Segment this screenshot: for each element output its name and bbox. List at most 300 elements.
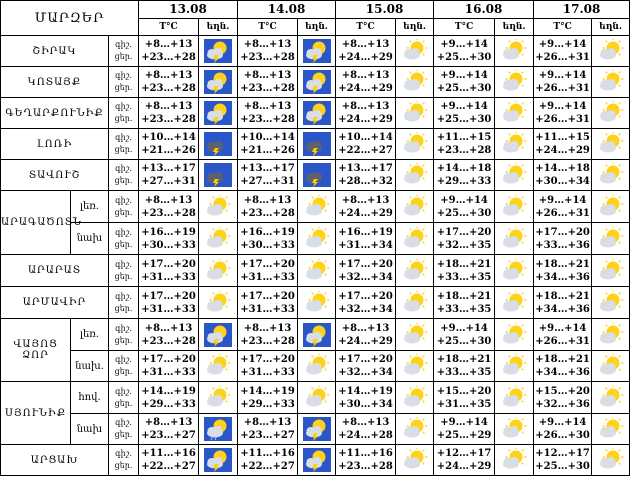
zone-label: նախ (71, 414, 109, 445)
weather-cell (495, 351, 534, 382)
day-temp: +22…+27 (338, 145, 393, 156)
time-of-day-labels (109, 36, 139, 67)
sun-cloud-icon (500, 448, 528, 472)
sun-cloud-icon (303, 386, 331, 410)
region-name: ԱՐԱՐԱՏ (1, 255, 109, 287)
day-temp: +23…+28 (141, 52, 196, 63)
temperature-cell (139, 287, 199, 319)
day-temp: +31…+33 (240, 271, 295, 283)
night-temp: +9…+14 (440, 39, 488, 50)
temperature-cell (434, 255, 495, 287)
temperature-cell (238, 191, 298, 223)
weather-cell (396, 319, 434, 351)
night-temp: +11…+16 (240, 448, 295, 459)
region-name: ԼՈՌԻ (1, 129, 109, 160)
day-temp: +33…+35 (436, 271, 492, 283)
forecast-row (1, 382, 630, 414)
night-label: գիշ. (115, 195, 132, 205)
weather-cell (298, 160, 336, 191)
day-temp: +25…+30 (436, 335, 492, 347)
storm-sun-icon (303, 101, 331, 125)
night-temp: +8…+13 (341, 70, 390, 81)
weather-cell (396, 287, 434, 319)
day-temp: +23…+28 (141, 83, 196, 94)
day-temp: +30…+34 (535, 176, 590, 187)
temp-col-header: T°C (238, 18, 298, 36)
weather-cell (396, 255, 434, 287)
sun-cloud-icon (500, 323, 528, 347)
night-temp: +8…+13 (243, 194, 292, 206)
night-temp: +8…+13 (243, 322, 292, 334)
sun-cloud-icon (500, 163, 528, 187)
day-temp: +23…+27 (240, 430, 295, 441)
temperature-cell (434, 98, 495, 129)
temperature-cell (238, 414, 298, 445)
region-name: ԱՐՄԱՎԻՐ (1, 287, 109, 319)
time-of-day-labels (109, 191, 139, 223)
night-label: գիշ. (115, 355, 132, 364)
day-label: ցեր. (114, 335, 133, 345)
day-temp: +31…+33 (141, 271, 196, 283)
time-of-day-labels (109, 129, 139, 160)
forecast-row (1, 319, 630, 351)
night-temp: +17…+20 (338, 354, 393, 365)
time-of-day-labels (109, 255, 139, 287)
night-temp: +9…+14 (538, 39, 587, 50)
night-temp: +17…+20 (240, 290, 295, 302)
weather-cell (199, 382, 238, 414)
weather-col-header: եղն. (199, 18, 238, 36)
night-temp: +18…+21 (436, 258, 492, 270)
date-header: 14.08 (238, 1, 336, 19)
temperature-cell (336, 191, 396, 223)
weather-cell (396, 351, 434, 382)
region-name: ԱՐԱԳԱԾՈՏՆ (1, 191, 71, 255)
night-temp: +9…+14 (538, 194, 587, 206)
weather-cell (592, 191, 630, 223)
night-temp: +14…+19 (240, 385, 295, 397)
day-temp: +30…+33 (141, 239, 196, 251)
sun-cloud-icon (303, 259, 331, 283)
day-temp: +31…+35 (436, 398, 492, 410)
day-temp: +32…+34 (338, 303, 393, 315)
sun-cloud-icon (204, 259, 232, 283)
weather-cell (199, 191, 238, 223)
day-temp: +25…+29 (436, 430, 492, 441)
weather-cell (199, 98, 238, 129)
temp-col-header: T°C (139, 18, 199, 36)
weather-cell (495, 191, 534, 223)
temperature-cell (534, 351, 592, 382)
weather-cell (199, 255, 238, 287)
day-temp: +23…+28 (240, 52, 295, 63)
night-temp: +8…+13 (144, 39, 193, 50)
sun-cloud-icon (204, 227, 232, 251)
temperature-cell (139, 160, 199, 191)
sun-cloud-icon (597, 354, 625, 378)
forecast-row (1, 98, 630, 129)
temperature-cell (336, 255, 396, 287)
temperature-cell (139, 223, 199, 255)
weather-cell (592, 255, 630, 287)
day-temp: +21…+26 (240, 145, 295, 156)
weather-col-header: եղն. (592, 18, 630, 36)
day-label: ցեր. (114, 114, 133, 123)
day-temp: +24…+29 (338, 52, 393, 63)
weather-cell (199, 36, 238, 67)
weather-cell (298, 223, 336, 255)
weather-cell (592, 160, 630, 191)
night-temp: +9…+14 (538, 417, 587, 428)
sun-cloud-icon (401, 417, 429, 441)
sun-cloud-icon (401, 291, 429, 315)
night-label: գիշ. (115, 40, 132, 49)
night-temp: +17…+20 (240, 354, 295, 365)
temperature-cell (534, 223, 592, 255)
sun-cloud-icon (401, 354, 429, 378)
night-temp: +11…+16 (338, 448, 393, 459)
weather-cell (199, 67, 238, 98)
day-temp: +32…+34 (338, 271, 393, 283)
day-temp: +28…+32 (338, 176, 393, 187)
day-label: ցեր. (114, 239, 133, 249)
temperature-cell (434, 287, 495, 319)
sun-cloud-icon (401, 163, 429, 187)
day-label: ցեր. (114, 430, 133, 439)
sun-cloud-icon (500, 132, 528, 156)
weather-cell (199, 287, 238, 319)
region-name: ՎԱՅՈՑ ՁՈՐ (1, 319, 71, 382)
temperature-cell (336, 67, 396, 98)
weather-cell (592, 445, 630, 476)
temperature-cell (434, 351, 495, 382)
day-temp: +24…+29 (338, 114, 393, 125)
temperature-cell (238, 445, 298, 476)
temperature-cell (434, 414, 495, 445)
night-label: գիշ. (115, 133, 132, 142)
day-temp: +32…+36 (535, 398, 590, 410)
time-of-day-labels (109, 382, 139, 414)
time-of-day-labels (109, 160, 139, 191)
night-temp: +16…+19 (240, 226, 295, 238)
sun-cloud-icon (597, 386, 625, 410)
night-temp: +18…+21 (535, 354, 590, 365)
sun-cloud-icon (303, 291, 331, 315)
time-of-day-labels (109, 445, 139, 476)
night-temp: +10…+14 (338, 132, 393, 143)
temperature-cell (336, 414, 396, 445)
sun-cloud-icon (597, 227, 625, 251)
temperature-cell (434, 191, 495, 223)
temperature-cell (534, 445, 592, 476)
sun-cloud-icon (303, 227, 331, 251)
sun-cloud-icon (500, 291, 528, 315)
weather-cell (592, 351, 630, 382)
day-temp: +34…+36 (535, 303, 590, 315)
forecast-row (1, 36, 630, 67)
night-temp: +17…+20 (436, 226, 492, 238)
night-temp: +16…+19 (141, 226, 196, 238)
night-temp: +18…+21 (436, 290, 492, 302)
day-temp: +30…+33 (240, 239, 295, 251)
storm-sun-icon (204, 70, 232, 94)
weather-cell (199, 414, 238, 445)
night-temp: +15…+20 (436, 385, 492, 397)
sun-cloud-icon (204, 291, 232, 315)
zone-label: նախ. (71, 351, 109, 382)
night-temp: +18…+21 (535, 290, 590, 302)
weather-cell (495, 255, 534, 287)
weather-cell (396, 414, 434, 445)
day-temp: +26…+31 (535, 207, 590, 219)
forecast-row (1, 351, 630, 382)
day-temp: +23…+28 (240, 335, 295, 347)
day-temp: +26…+31 (535, 335, 590, 347)
day-temp: +23…+28 (240, 114, 295, 125)
temperature-cell (139, 351, 199, 382)
night-temp: +18…+21 (535, 258, 590, 270)
weather-cell (495, 382, 534, 414)
night-temp: +15…+20 (535, 385, 590, 397)
temperature-cell (336, 98, 396, 129)
night-temp: +9…+14 (440, 101, 488, 112)
night-temp: +9…+14 (440, 70, 488, 81)
day-temp: +34…+36 (535, 271, 590, 283)
sun-cloud-icon (303, 354, 331, 378)
temperature-cell (534, 287, 592, 319)
night-temp: +9…+14 (440, 417, 488, 428)
day-temp: +24…+29 (338, 83, 393, 94)
day-temp: +24…+29 (535, 145, 590, 156)
night-temp: +8…+13 (341, 417, 390, 428)
weather-cell (298, 319, 336, 351)
day-temp: +23…+28 (141, 335, 196, 347)
day-temp: +24…+29 (436, 461, 492, 472)
temperature-cell (434, 129, 495, 160)
sun-cloud-icon (597, 70, 625, 94)
day-temp: +27…+31 (141, 176, 196, 187)
forecast-row (1, 445, 630, 476)
sun-cloud-icon (597, 101, 625, 125)
storm-sun-icon (303, 323, 331, 347)
region-name: ՍՅՈՒՆԻՔ (1, 382, 71, 445)
weather-cell (592, 287, 630, 319)
temperature-cell (534, 67, 592, 98)
weather-cell (495, 414, 534, 445)
time-of-day-labels (109, 98, 139, 129)
storm-icon (204, 163, 232, 187)
temperature-cell (139, 191, 199, 223)
night-temp: +8…+13 (243, 39, 292, 50)
weather-cell (199, 160, 238, 191)
temperature-cell (238, 319, 298, 351)
night-label: գիշ. (115, 102, 132, 111)
day-label: ցեր. (114, 83, 133, 92)
temperature-cell (238, 36, 298, 67)
temperature-cell (238, 98, 298, 129)
temperature-cell (238, 223, 298, 255)
night-temp: +8…+13 (341, 39, 390, 50)
storm-icon (303, 132, 331, 156)
night-temp: +17…+20 (338, 258, 393, 270)
regions-header: ՄԱՐԶԵՐ (1, 1, 139, 36)
day-temp: +29…+33 (240, 398, 295, 410)
day-temp: +30…+34 (338, 398, 393, 410)
temperature-cell (336, 36, 396, 67)
sun-cloud-icon (401, 386, 429, 410)
weather-cell (396, 36, 434, 67)
day-temp: +23…+28 (240, 83, 295, 94)
temperature-cell (238, 129, 298, 160)
day-temp: +23…+28 (240, 207, 295, 219)
day-temp: +23…+28 (141, 114, 196, 125)
zone-label: նախ (71, 223, 109, 255)
night-label: գիշ. (115, 164, 132, 173)
night-label: գիշ. (115, 227, 132, 237)
day-temp: +22…+27 (141, 461, 196, 472)
sun-cloud-icon (597, 259, 625, 283)
day-temp: +24…+28 (338, 430, 393, 441)
sun-cloud-icon (204, 386, 232, 410)
forecast-row (1, 414, 630, 445)
night-label: գիշ. (115, 449, 132, 458)
time-of-day-labels (109, 223, 139, 255)
night-label: գիշ. (115, 71, 132, 80)
weather-cell (495, 98, 534, 129)
sun-cloud-icon (401, 195, 429, 219)
sun-cloud-icon (597, 195, 625, 219)
weather-cell (592, 382, 630, 414)
sun-cloud-icon (597, 448, 625, 472)
temp-col-header: T°C (336, 18, 396, 36)
weather-cell (298, 191, 336, 223)
day-temp: +31…+33 (240, 367, 295, 378)
time-of-day-labels (109, 287, 139, 319)
temperature-cell (139, 319, 199, 351)
weather-cell (495, 36, 534, 67)
sun-cloud-icon (597, 323, 625, 347)
night-temp: +8…+13 (341, 194, 390, 206)
weather-cell (495, 67, 534, 98)
night-temp: +8…+13 (144, 322, 193, 334)
date-header: 17.08 (534, 1, 630, 19)
sun-cloud-icon (204, 354, 232, 378)
weather-cell (199, 351, 238, 382)
day-temp: +25…+30 (436, 52, 492, 63)
night-temp: +12…+17 (535, 448, 590, 459)
night-temp: +8…+13 (341, 101, 390, 112)
sun-cloud-icon (500, 70, 528, 94)
temperature-cell (139, 129, 199, 160)
sun-cloud-icon (500, 417, 528, 441)
temperature-cell (336, 223, 396, 255)
day-label: ցեր. (114, 303, 133, 313)
night-temp: +10…+14 (141, 132, 196, 143)
night-temp: +16…+19 (338, 226, 393, 238)
day-temp: +26…+31 (535, 114, 590, 125)
forecast-body (1, 36, 630, 476)
storm-sun-icon (204, 101, 232, 125)
night-temp: +12…+17 (436, 448, 492, 459)
temperature-cell (139, 255, 199, 287)
sun-cloud-icon (500, 227, 528, 251)
forecast-row (1, 287, 630, 319)
date-header: 16.08 (434, 1, 534, 19)
storm-sun-icon (303, 39, 331, 63)
weather-col-header: եղն. (495, 18, 534, 36)
night-temp: +14…+19 (338, 385, 393, 397)
weather-cell (495, 160, 534, 191)
weather-cell (396, 160, 434, 191)
day-label: ցեր. (114, 145, 133, 154)
weather-cell (396, 191, 434, 223)
weather-cell (396, 67, 434, 98)
weather-cell (396, 382, 434, 414)
weather-cell (298, 255, 336, 287)
storm-sun-icon (303, 417, 331, 441)
night-label: գիշ. (115, 259, 132, 269)
night-temp: +9…+14 (440, 322, 488, 334)
temperature-cell (534, 191, 592, 223)
weather-cell (592, 36, 630, 67)
forecast-row (1, 67, 630, 98)
night-temp: +11…+15 (535, 132, 590, 143)
temperature-cell (139, 382, 199, 414)
weather-cell (592, 223, 630, 255)
weather-cell (495, 445, 534, 476)
day-temp: +26…+30 (535, 430, 590, 441)
night-temp: +9…+14 (440, 194, 488, 206)
weather-cell (592, 319, 630, 351)
day-temp: +24…+29 (338, 207, 393, 219)
storm-sun-icon (204, 323, 232, 347)
day-temp: +33…+35 (436, 367, 492, 378)
weather-cell (298, 36, 336, 67)
day-temp: +31…+33 (141, 367, 196, 378)
sun-cloud-icon (597, 417, 625, 441)
temperature-cell (534, 255, 592, 287)
temperature-cell (434, 67, 495, 98)
temperature-cell (434, 319, 495, 351)
forecast-row (1, 255, 630, 287)
night-temp: +8…+13 (243, 417, 292, 428)
weather-cell (199, 223, 238, 255)
night-label: գիշ. (115, 323, 132, 333)
day-temp: +29…+33 (436, 176, 492, 187)
temperature-cell (434, 223, 495, 255)
night-temp: +13…+17 (141, 163, 196, 174)
day-temp: +32…+34 (338, 367, 393, 378)
night-temp: +17…+20 (141, 258, 196, 270)
temperature-cell (434, 382, 495, 414)
sun-cloud-icon (597, 39, 625, 63)
weather-cell (199, 445, 238, 476)
day-temp: +23…+28 (436, 145, 492, 156)
weather-cell (298, 287, 336, 319)
day-temp: +21…+26 (141, 145, 196, 156)
day-temp: +31…+34 (338, 239, 393, 251)
temperature-cell (139, 445, 199, 476)
storm-icon (204, 132, 232, 156)
night-temp: +8…+13 (341, 322, 390, 334)
day-temp: +32…+35 (436, 239, 492, 251)
forecast-row (1, 160, 630, 191)
temperature-cell (534, 36, 592, 67)
sun-cloud-icon (401, 259, 429, 283)
day-label: ցեր. (114, 52, 133, 61)
forecast-row (1, 191, 630, 223)
weather-cell (592, 67, 630, 98)
